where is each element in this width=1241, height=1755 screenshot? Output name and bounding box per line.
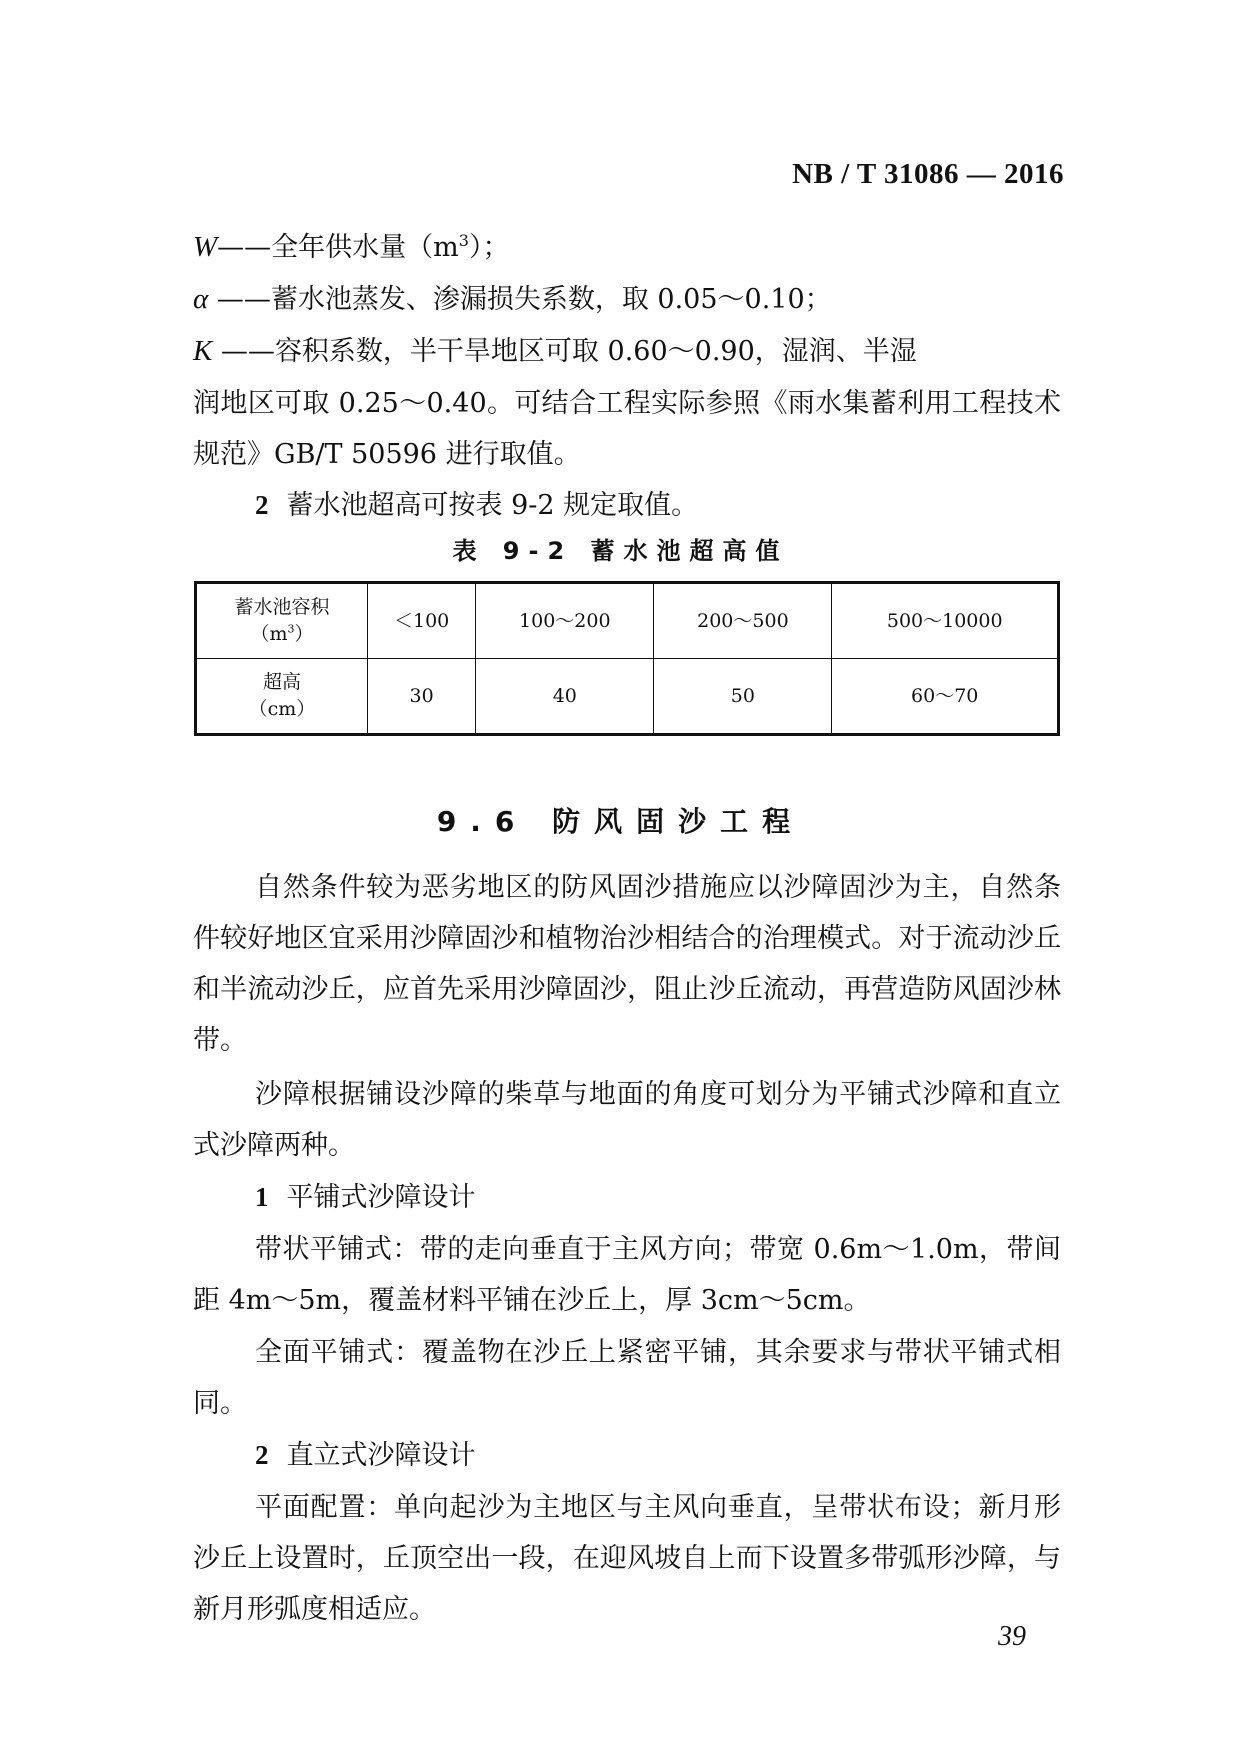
table-cell: 100～200 <box>476 583 654 659</box>
row-header-freeboard <box>196 659 368 735</box>
variable-symbol: W <box>193 231 218 263</box>
superscript: 3 <box>287 622 295 636</box>
variable-w-definition <box>193 222 1061 273</box>
item-text: 直立式沙障设计 <box>286 1440 476 1471</box>
variable-dash: —— <box>208 284 271 315</box>
paragraph-5: 平面配置：单向起沙为主地区与主风向垂直，呈带状布设；新月形沙丘上设置时，丘顶空出一段，在迎风坡自上而下设置多带弧形沙障，与新月形弧度相适应。 <box>193 1492 1061 1625</box>
variable-text: 容积系数，半干旱地区可取 0.60～0.90，湿润、半湿 <box>274 336 917 367</box>
table-row-volume <box>196 583 1059 659</box>
item-flat-barrier <box>255 1172 476 1223</box>
variable-symbol: K <box>193 335 213 367</box>
item-number: 2 <box>255 1440 269 1470</box>
item-text: 平铺式沙障设计 <box>286 1182 476 1213</box>
paragraph-1: 自然条件较为恶劣地区的防风固沙措施应以沙障固沙为主，自然条件较好地区宜采用沙障固沙和植物治沙相结合的治理模式。对于流动沙丘和半流动沙丘，应首先采用沙障固沙，阻止沙丘流动，再营造防风固沙林带。 <box>193 872 1061 1056</box>
header-line: 蓄水池容积 <box>234 596 330 618</box>
variable-alpha-definition <box>193 274 1061 325</box>
standard-code: NB / T 31086 — 2016 <box>792 158 1064 190</box>
table-row-freeboard <box>196 659 1059 735</box>
page-number: 39 <box>998 1621 1026 1652</box>
table-cell: 30 <box>368 659 476 735</box>
row-header-volume <box>196 583 368 659</box>
superscript: 3 <box>458 231 469 250</box>
header-unit: （cm） <box>248 698 316 720</box>
k-definition-continuation: 润地区可取 0.25～0.40。可结合工程实际参照《雨水集蓄利用工程技术规范》GB/T 50596 进行取值。 <box>193 388 1061 470</box>
item-upright-barrier <box>255 1430 476 1481</box>
paragraph-3: 带状平铺式：带的走向垂直于主风方向；带宽 0.6m～1.0m，带间距 4m～5m，覆盖材料平铺在沙丘上，厚 3cm～5cm。 <box>193 1234 1061 1316</box>
table-cell: 60～70 <box>832 659 1059 735</box>
variable-text: 全年供水量（m <box>271 232 459 263</box>
variable-dash: —— <box>217 232 272 263</box>
item-number: 2 <box>255 490 269 520</box>
variable-symbol: α <box>193 283 209 315</box>
table-cell: 50 <box>654 659 832 735</box>
variable-text-end: ）； <box>468 232 510 263</box>
item-table-reference <box>255 480 698 531</box>
variable-text: 蓄水池蒸发、渗漏损失系数，取 0.05～0.10； <box>270 284 832 315</box>
header-unit-open: （m <box>250 623 288 645</box>
paragraph-4: 全面平铺式：覆盖物在沙丘上紧密平铺，其余要求与带状平铺式相同。 <box>193 1337 1061 1419</box>
paragraph-2: 沙障根据铺设沙障的柴草与地面的角度可划分为平铺式沙障和直立式沙障两种。 <box>193 1079 1061 1161</box>
table-cell: ＜100 <box>368 583 476 659</box>
variable-k-definition <box>193 326 1061 377</box>
item-number: 1 <box>255 1182 269 1212</box>
header-unit-close: ） <box>294 623 314 645</box>
table-cell: 200～500 <box>654 583 832 659</box>
freeboard-table <box>194 581 1060 736</box>
header-line: 超高 <box>262 671 301 693</box>
table-cell: 500～10000 <box>832 583 1059 659</box>
variable-dash: —— <box>212 336 275 367</box>
item-text: 蓄水池超高可按表 9-2 规定取值。 <box>286 490 699 521</box>
table-cell: 40 <box>476 659 654 735</box>
section-title: 9.6 防风固沙工程 <box>436 805 805 838</box>
table-caption: 表 9-2 蓄水池超高值 <box>452 537 789 565</box>
